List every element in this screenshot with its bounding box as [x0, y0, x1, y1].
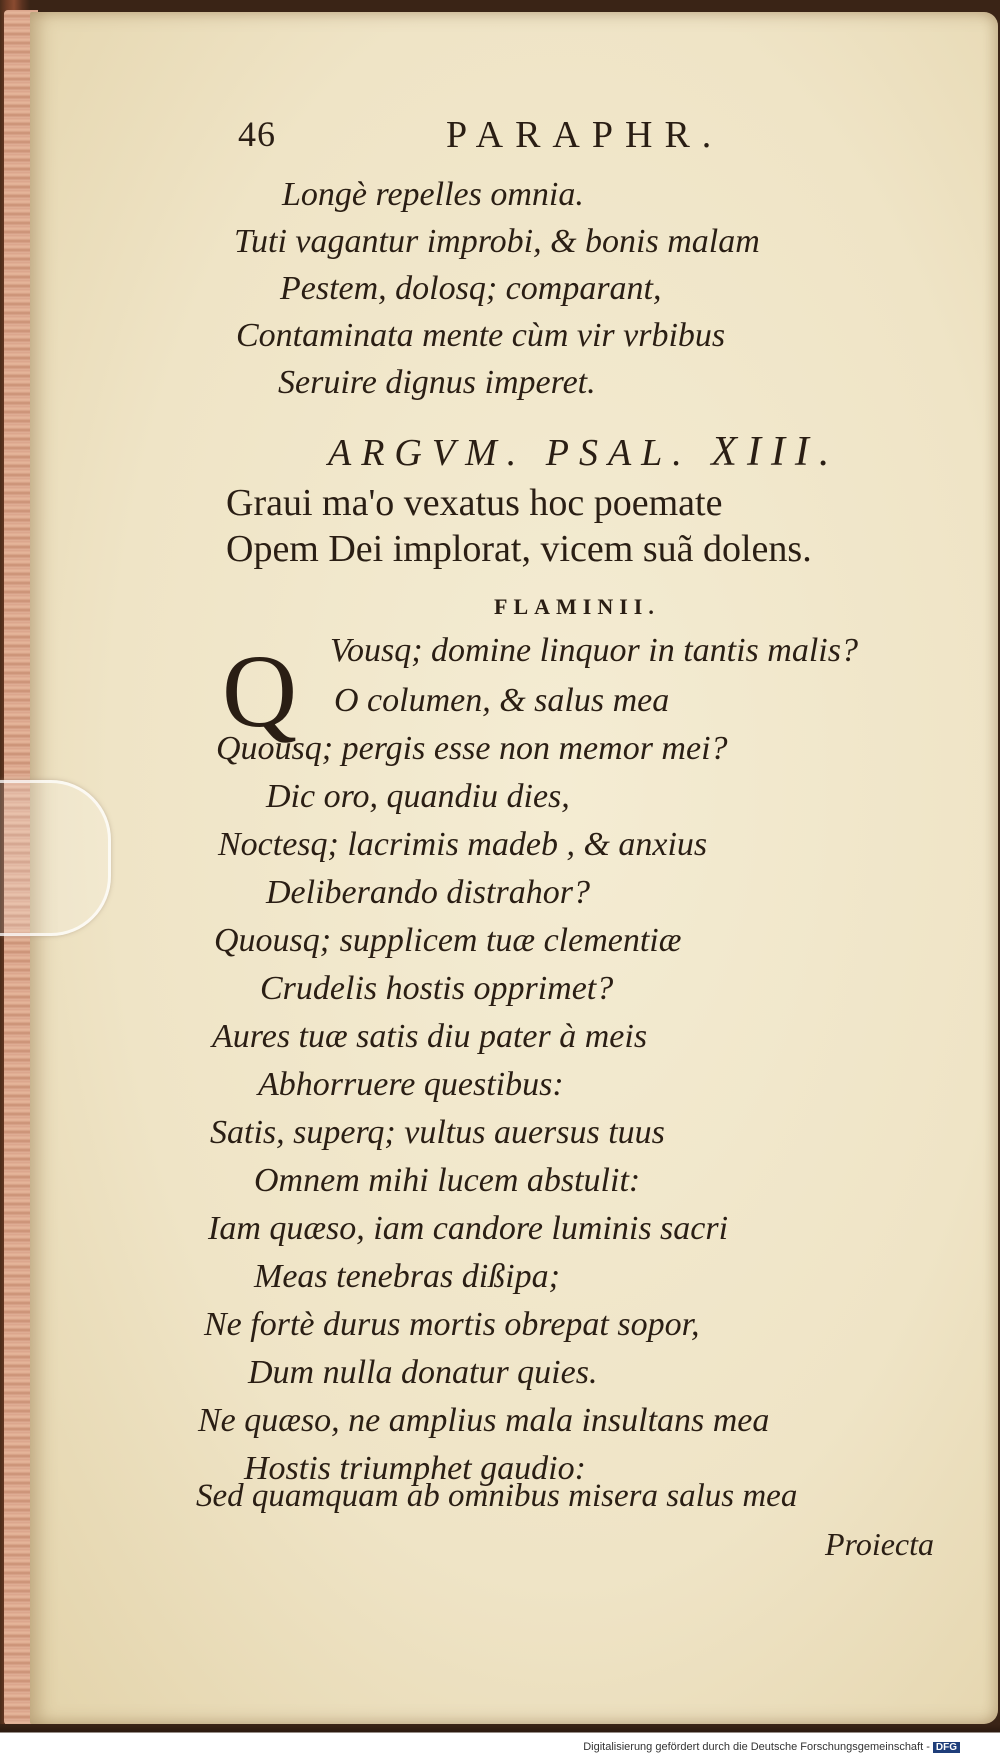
verse-line: Quousq; supplicem tuæ clementiæ	[214, 922, 682, 959]
verse-line: Aures tuæ satis diu pater à meis	[212, 1018, 648, 1055]
verse-line: Ne quæso, ne amplius mala insultans mea	[198, 1402, 770, 1439]
author-heading: FLAMINII.	[494, 594, 660, 619]
verse-line: Abhorruere questibus:	[258, 1066, 564, 1103]
verse-line: Dum nulla donatur quies.	[248, 1354, 598, 1391]
argument-line: Opem Dei implorat, vicem suã dolens.	[226, 528, 812, 570]
verse-line: Dic oro, quandiu dies,	[266, 778, 570, 815]
page-number: 46	[238, 114, 276, 154]
verse-line: Satis, superq; vultus auersus tuus	[210, 1114, 665, 1151]
verse-line: Iam quæso, iam candore luminis sacri	[208, 1210, 729, 1247]
verse-line: Meas tenebras dißipa;	[254, 1258, 560, 1295]
verse-line: Deliberando distrahor?	[266, 874, 590, 911]
verse-line: Longè repelles omnia.	[282, 176, 584, 213]
page-clip	[0, 780, 111, 936]
credit-text: Digitalisierung gefördert durch die Deutsche Forschungsgemeinschaft -	[583, 1741, 930, 1753]
verse-line: O columen, & salus mea	[334, 682, 670, 719]
verse-line: Sed quamquam ab omnibus misera salus mea	[196, 1478, 798, 1514]
verse-line: Hostis triumphet gaudio:	[244, 1450, 586, 1487]
verse-line: Vousq; domine linquor in tantis malis?	[330, 632, 858, 669]
verse-line: Quousq; pergis esse non memor mei?	[216, 730, 728, 767]
verse-line: Tuti vagantur improbi, & bonis malam	[234, 223, 760, 260]
dfg-logo: DFG	[933, 1742, 960, 1753]
drop-cap: Q	[222, 634, 298, 749]
digitization-credit	[583, 1741, 960, 1755]
verse-line: Contaminata mente cùm vir vrbibus	[236, 317, 726, 354]
verse-line: Pestem, dolosq; comparant,	[280, 270, 662, 307]
running-head: PARAPHR.	[446, 114, 724, 156]
argument-heading	[328, 431, 839, 473]
argument-line: Graui ma'o vexatus hoc poemate	[226, 482, 723, 524]
verse-line: Omnem mihi lucem abstulit:	[254, 1162, 641, 1199]
psalm-numeral: XIII.	[711, 429, 840, 475]
verse-line: Crudelis hostis opprimet?	[260, 970, 614, 1007]
verse-line: Seruire dignus imperet.	[278, 364, 596, 401]
argument-heading-text: ARGVM. PSAL.	[328, 432, 692, 474]
catchword: Proiecta	[825, 1526, 934, 1562]
verse-line: Noctesq; lacrimis madeb , & anxius	[218, 826, 708, 863]
verse-line: Ne fortè durus mortis obrepat sopor,	[204, 1306, 700, 1343]
